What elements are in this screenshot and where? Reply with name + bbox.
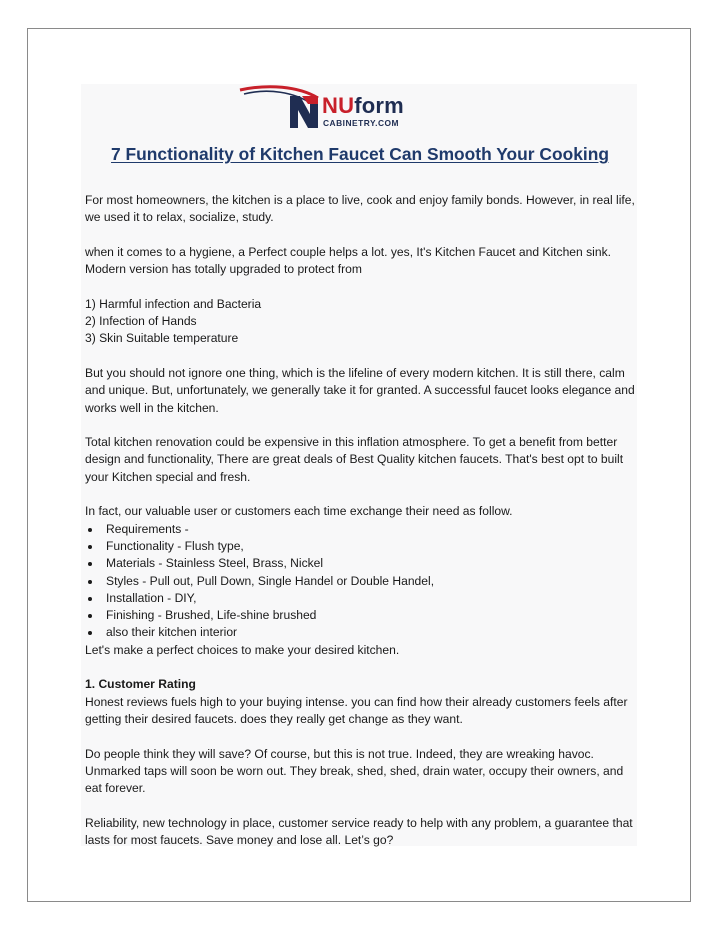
numbered-list [85,296,637,348]
needs-bullet-list [85,521,637,642]
numbered-item: 3) Skin Suitable temperature [85,331,239,346]
section-heading-customer-rating: 1. Customer Rating [85,677,196,692]
bullet-item: Materials - Stainless Steel, Brass, Nickel [85,555,637,572]
bullet-item: Styles - Pull out, Pull Down, Single Handel or Double Handel, [85,573,637,590]
bullet-item: Installation - DIY, [85,590,637,607]
bullet-item: Requirements - [85,521,637,538]
paragraph-perfect-choice: Let's make a perfect choices to make your desired kitchen. [85,642,400,657]
brand-subtitle: CABINETRY.COM [323,118,399,128]
paragraph-intro: For most homeowners, the kitchen is a place to live, cook and enjoy family bonds. However, in real life, we used it to relax, socialize, study. [85,193,635,225]
bullet-item: Functionality - Flush type, [85,538,637,555]
brand-suffix: form [354,93,404,118]
paragraph-reviews: Honest reviews fuels high to your buying intense. you can find how their already customers feels after getting their desired faucets. does they really get change as they want. [85,694,628,726]
brand-prefix: NU [322,93,355,118]
numbered-item: 2) Infection of Hands [85,314,197,329]
bullet-item: also their kitchen interior [85,624,637,641]
paragraph-renovation: Total kitchen renovation could be expensive in this inflation atmosphere. To get a benefit from better design and functionality, There are great deals of Best Quality kitchen faucets. That's best opt to built your Kitchen special and fresh. [85,435,624,484]
brand-wordmark [322,95,404,117]
paragraph-hygiene: when it comes to a hygiene, a Perfect couple helps a lot. yes, It's Kitchen Faucet and Kitchen sink. Modern version has totally upgraded to protect from [85,244,611,277]
paragraph-needs: In fact, our valuable user or customers each time exchange their need as follow. [85,504,513,519]
bullet-item: Finishing - Brushed, Life-shine brushed [85,607,637,624]
paragraph-lifeline: But you should not ignore one thing, which is the lifeline of every modern kitchen. It is still there, calm and unique. But, unfortunately, we generally take it for granted. A successful faucet looks elegance and works well in the kitchen. [85,365,635,415]
document-title: 7 Functionality of Kitchen Faucet Can Smooth Your Cooking [111,144,609,164]
document-body [85,192,637,867]
paragraph-save: Do people think they will save? Of course, but this is not true. Indeed, they are wreaking havoc. Unmarked taps will soon be worn out. They break, shed, shed, drain water, occupy their owners, and eat forever. [85,746,624,796]
paragraph-reliability: Reliability, new technology in place, customer service ready to help with any problem, a guarantee that lasts for most faucets. Save money and lose all. Let’s go? [85,815,633,847]
numbered-item: 1) Harmful infection and Bacteria [85,296,262,311]
